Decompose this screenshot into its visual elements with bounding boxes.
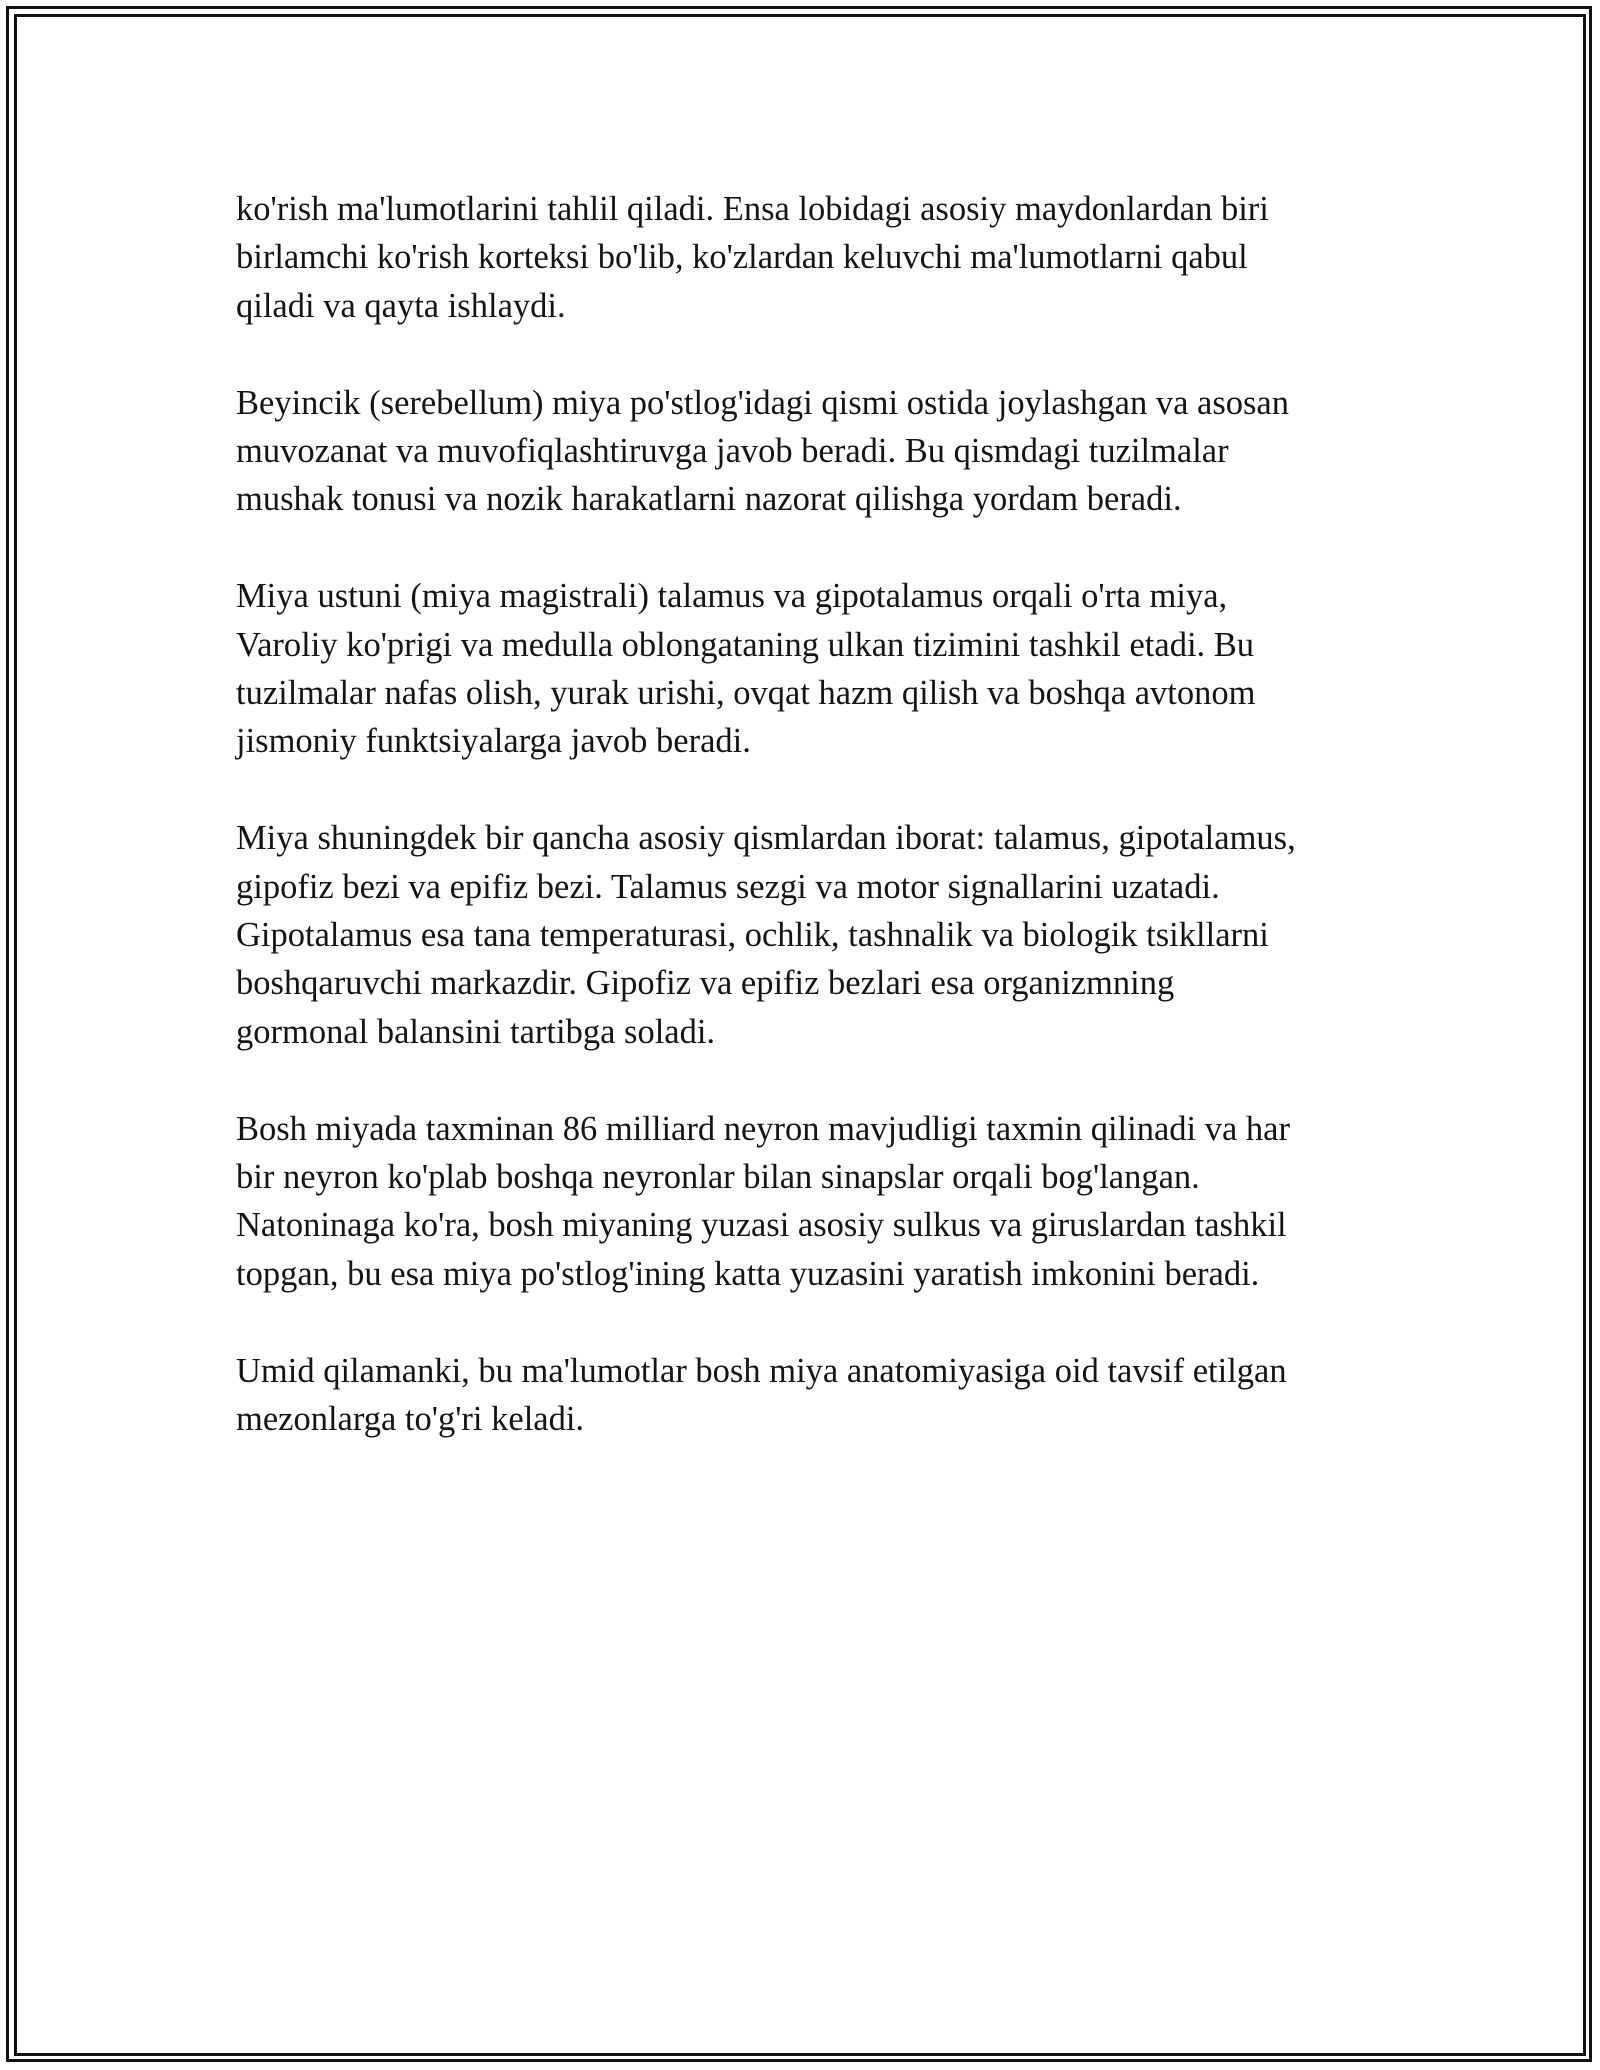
text-line: Umid qilamanki, bu ma'lumotlar bosh miya anatomiyasiga oid tavsif etilgan	[236, 1351, 1287, 1390]
paragraph-cerebellum	[236, 379, 1416, 524]
text-line: Varoliy ko'prigi va medulla oblongataning ulkan tizimini tashkil etadi. Bu	[236, 625, 1255, 664]
text-line: birlamchi ko'rish korteksi bo'lib, ko'zlardan keluvchi ma'lumotlarni qabul	[236, 238, 1248, 277]
paragraph-neurons	[236, 1105, 1416, 1299]
text-line: gormonal balansini tartibga soladi.	[236, 1012, 716, 1051]
text-line: Miya shuningdek bir qancha asosiy qismlardan iborat: talamus, gipotalamus,	[236, 819, 1296, 858]
text-line: Beyincik (serebellum) miya po'stlog'idagi qismi ostida joylashgan va asosan	[236, 383, 1289, 422]
text-line: topgan, bu esa miya po'stlog'ining katta yuzasini yaratish imkonini beradi.	[236, 1254, 1260, 1293]
text-line: boshqaruvchi markazdir. Gipofiz va epifiz bezlari esa organizmning	[236, 964, 1175, 1003]
text-line: bir neyron ko'plab boshqa neyronlar bilan sinapslar orqali bog'langan.	[236, 1158, 1200, 1197]
text-line: tuzilmalar nafas olish, yurak urishi, ovqat hazm qilish va boshqa avtonom	[236, 674, 1256, 713]
text-line: mushak tonusi va nozik harakatlarni nazorat qilishga yordam beradi.	[236, 480, 1182, 519]
text-line: Natoninaga ko'ra, bosh miyaning yuzasi asosiy sulkus va giruslardan tashkil	[236, 1206, 1287, 1245]
paragraph-visual-cortex	[236, 185, 1416, 330]
paragraph-thalamus-hypothalamus	[236, 814, 1416, 1056]
text-line: gipofiz bezi va epifiz bezi. Talamus sezgi va motor signallarini uzatadi.	[236, 867, 1220, 906]
paragraph-brainstem	[236, 572, 1416, 766]
text-line: ko'rish ma'lumotlarini tahlil qiladi. Ensa lobidagi asosiy maydonlardan biri	[236, 190, 1269, 228]
paragraph-conclusion	[236, 1347, 1416, 1444]
text-line: muvozanat va muvofiqlashtiruvga javob beradi. Bu qismdagi tuzilmalar	[236, 432, 1229, 471]
text-line: Gipotalamus esa tana temperaturasi, ochlik, tashnalik va biologik tsikllarni	[236, 916, 1269, 955]
text-line: jismoniy funktsiyalarga javob beradi.	[236, 722, 751, 761]
text-line: Bosh miyada taxminan 86 milliard neyron mavjudligi taxmin qilinadi va har	[236, 1109, 1290, 1148]
text-line: qiladi va qayta ishlaydi.	[236, 286, 566, 325]
document-body	[236, 185, 1416, 1492]
text-line: mezonlarga to'g'ri keladi.	[236, 1400, 585, 1439]
text-line: Miya ustuni (miya magistrali) talamus va gipotalamus orqali o'rta miya,	[236, 577, 1228, 616]
